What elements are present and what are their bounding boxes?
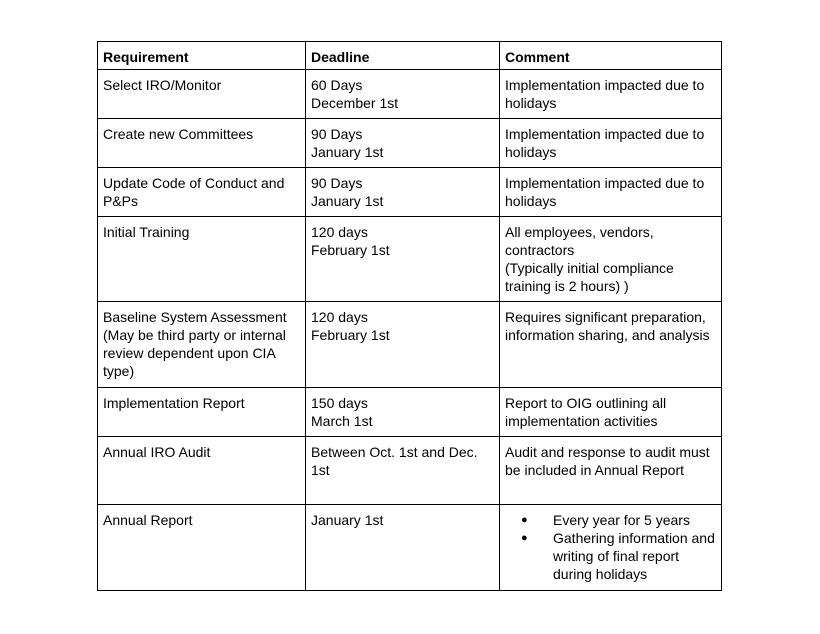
- table-row: [98, 119, 722, 168]
- cell-text: 120 days: [311, 309, 368, 325]
- comment-cell: [500, 217, 722, 302]
- requirements-table: [97, 41, 722, 591]
- cell-text: 150 days: [311, 395, 368, 411]
- cell-text: Initial Training: [103, 224, 190, 240]
- table-row: [98, 388, 722, 437]
- cell-text: Annual Report: [103, 512, 193, 528]
- requirement-cell: [98, 168, 306, 217]
- cell-text: 90 Days: [311, 175, 363, 191]
- header-row: [98, 42, 722, 70]
- comment-cell: [500, 302, 722, 388]
- cell-text: Between Oct. 1st and Dec. 1st: [311, 444, 478, 478]
- requirement-cell: [98, 437, 306, 505]
- deadline-cell: [306, 437, 500, 505]
- cell-text: Update Code of Conduct and P&Ps: [103, 175, 285, 209]
- requirement-cell: [98, 70, 306, 119]
- cell-text: Implementation impacted due to holidays: [505, 175, 705, 209]
- cell-text: Baseline System Assessment (May be third party or internal review dependent upon CIA type): [103, 309, 287, 379]
- comment-cell: [500, 119, 722, 168]
- table-row: [98, 217, 722, 302]
- table-row: [98, 70, 722, 119]
- header-requirement: Requirement: [98, 42, 306, 70]
- cell-text: Implementation impacted due to holidays: [505, 77, 705, 111]
- deadline-cell: [306, 119, 500, 168]
- deadline-cell: [306, 168, 500, 217]
- cell-text: February 1st: [311, 327, 390, 343]
- comment-cell: [500, 168, 722, 217]
- cell-text: 120 days: [311, 224, 368, 240]
- cell-text: 60 Days: [311, 77, 363, 93]
- cell-text: (Typically initial compliance training is 2 hours) ): [505, 260, 674, 294]
- requirement-cell: [98, 119, 306, 168]
- deadline-cell: [306, 505, 500, 591]
- cell-text: Annual IRO Audit: [103, 444, 211, 460]
- comment-cell: [500, 388, 722, 437]
- deadline-cell: [306, 217, 500, 302]
- cell-text: 90 Days: [311, 126, 363, 142]
- cell-text: Select IRO/Monitor: [103, 77, 222, 93]
- cell-text: Implementation Report: [103, 395, 245, 411]
- comment-cell: [500, 70, 722, 119]
- requirement-cell: [98, 217, 306, 302]
- list-item: ● Gathering information and writing of final report during holidays: [505, 529, 716, 583]
- comment-cell: [500, 437, 722, 505]
- requirement-cell: [98, 388, 306, 437]
- table-row: [98, 505, 722, 591]
- cell-text: January 1st: [311, 193, 384, 209]
- bullet-list: [505, 511, 716, 583]
- deadline-cell: [306, 388, 500, 437]
- table-row: [98, 168, 722, 217]
- comment-cell: [500, 505, 722, 591]
- list-item: ● Every year for 5 years: [505, 511, 716, 529]
- cell-text: January 1st: [311, 144, 384, 160]
- table-row: [98, 302, 722, 388]
- requirement-cell: [98, 505, 306, 591]
- header-comment: Comment: [500, 42, 722, 70]
- deadline-cell: [306, 302, 500, 388]
- cell-text: March 1st: [311, 413, 373, 429]
- cell-text: December 1st: [311, 95, 399, 111]
- requirement-cell: [98, 302, 306, 388]
- cell-text: Create new Committees: [103, 126, 254, 142]
- table-row: [98, 437, 722, 505]
- cell-text: Report to OIG outlining all implementation activities: [505, 395, 667, 429]
- cell-text: Audit and response to audit must be included in Annual Report: [505, 444, 710, 478]
- cell-text: All employees, vendors, contractors: [505, 224, 654, 258]
- header-deadline: Deadline: [306, 42, 500, 70]
- cell-text: February 1st: [311, 242, 390, 258]
- cell-text: January 1st: [311, 512, 384, 528]
- deadline-cell: [306, 70, 500, 119]
- cell-text: Requires significant preparation, information sharing, and analysis: [505, 309, 710, 343]
- cell-text: Implementation impacted due to holidays: [505, 126, 705, 160]
